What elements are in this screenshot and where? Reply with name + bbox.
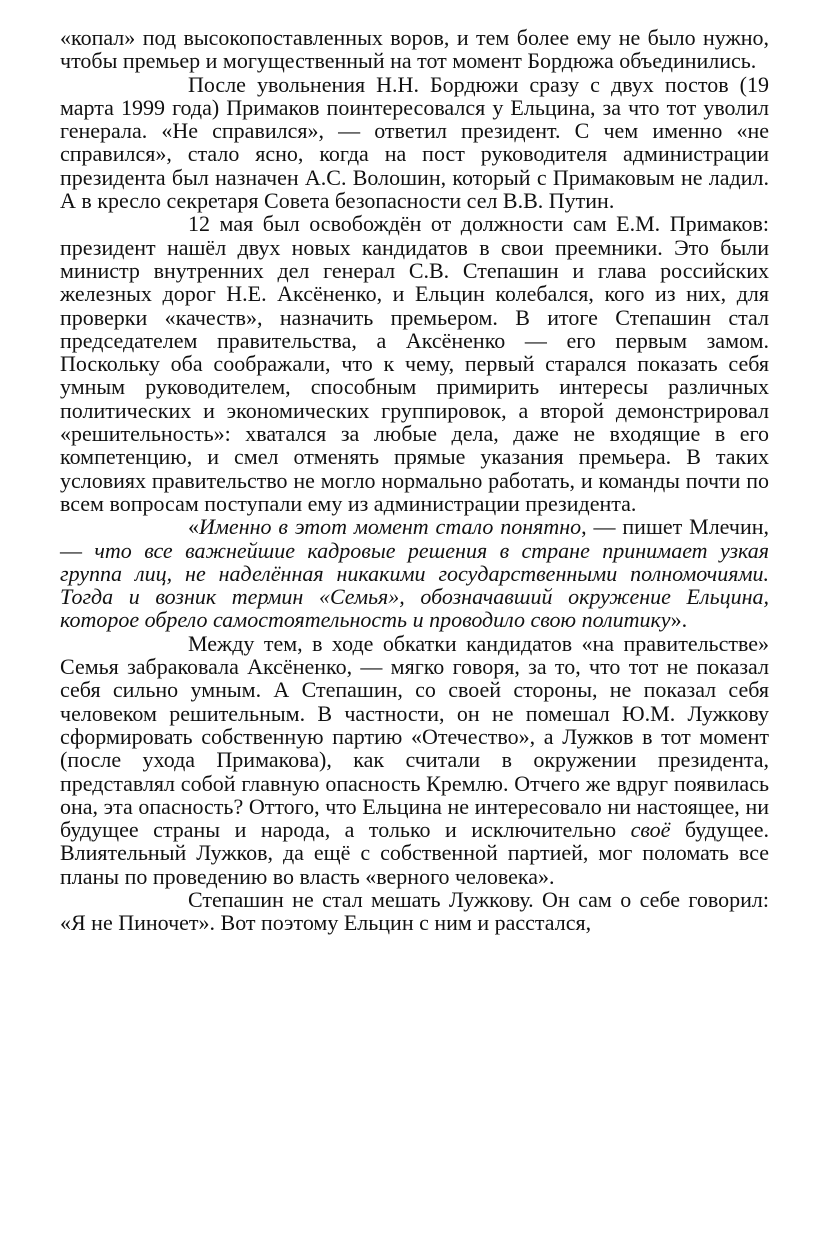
paragraph-6 <box>60 888 769 935</box>
paragraph-text: После увольнения Н.Н. Бордюжи сразу с двух постов (19 марта 1999 года) Примаков поинтересовался у Ельцина, за что тот уволил генерала. «Не справился», — ответил президент. С чем именно «не справился», стало ясно, когда на пост руководителя администрации президента был назначен А.С. Волошин, который с Примаковым не ладил. А в кресло секретаря Совета безопасности сел В.В. Путин. <box>60 71 769 214</box>
paragraph-5 <box>60 632 769 888</box>
paragraph-3 <box>60 212 769 515</box>
paragraph-4-quote <box>60 515 769 631</box>
paragraph-text: 12 мая был освобождён от должности сам Е.М. Примаков: президент нашёл двух новых кандидатов в свои преемники. Это были министр внутренних дел генерал С.В. Степашин и глава российских железных дорог Н.Е. Аксёненко, и Ельцин колебался, кого из них, для проверки «качеств», назначить премьером. В итоге Степашин стал председателем правительства, а Аксёненко — его первым замом. Поскольку оба соображали, что к чему, первый старался показать себя умным руководителем, способным примирить интересы различных политических и экономических группировок, а второй демонстрировал «решительность»: хватался за любые дела, даже не входящие в его компетенцию, и смел отменять прямые указания премьера. В таких условиях правительство не могло нормально работать, и команды почти по всем вопросам поступали ему из администрации президента. <box>60 211 769 516</box>
document-page <box>60 26 769 935</box>
paragraph-2 <box>60 73 769 213</box>
paragraph-1 <box>60 26 769 73</box>
paragraph-text: «копал» под высокопоставленных воров, и тем более ему не было нужно, чтобы премьер и могущественный на тот момент Бордюжа объединились. <box>60 25 769 74</box>
attribution-text: , — пишет Млечин, — <box>60 514 770 563</box>
quote-italic-text: что все важнейшие кадровые решения в стране принимает узкая группа лиц, не наделённая никакими государственными полномочиями. Тогда и возник термин «Семья», обозначавший окружение Ельцина, которое обрело самостоятельность и проводило свою политику <box>60 537 769 633</box>
quote-open-mark: « <box>188 514 199 540</box>
paragraph-text: Между тем, в ходе обкатки кандидатов «на правительстве» Семья забраковала Аксёненко, — мягко говоря, за то, что тот не показал себя сильно умным. А Степашин, со своей стороны, не показал себя человеком решительным. В частности, он не помешал Ю.М. Лужкову сформировать собственную партию «Отечество», а Лужков в тот момент (после ухода Примакова), как считали в окружении президента, представлял собой главную опасность Кремлю. Отчего же вдруг появилась она, эта опасность? Оттого, что Ельцина не интересовало ни настоящее, ни будущее страны и народа, а только и исключительно <box>60 630 769 843</box>
quote-italic-text: Именно в этот момент стало понятно <box>199 514 582 540</box>
quote-close-mark: ». <box>670 607 688 633</box>
paragraph-text: Степашин не стал мешать Лужкову. Он сам о себе говорил: «Я не Пиночет». Вот поэтому Ельцин с ним и расстался, <box>60 886 769 936</box>
paragraph-text: будущее. Влиятельный Лужков, да ещё с собственной партией, мог поломать все планы по проведению во власть «верного человека». <box>60 817 769 889</box>
emphasis-word: своё <box>630 817 671 843</box>
